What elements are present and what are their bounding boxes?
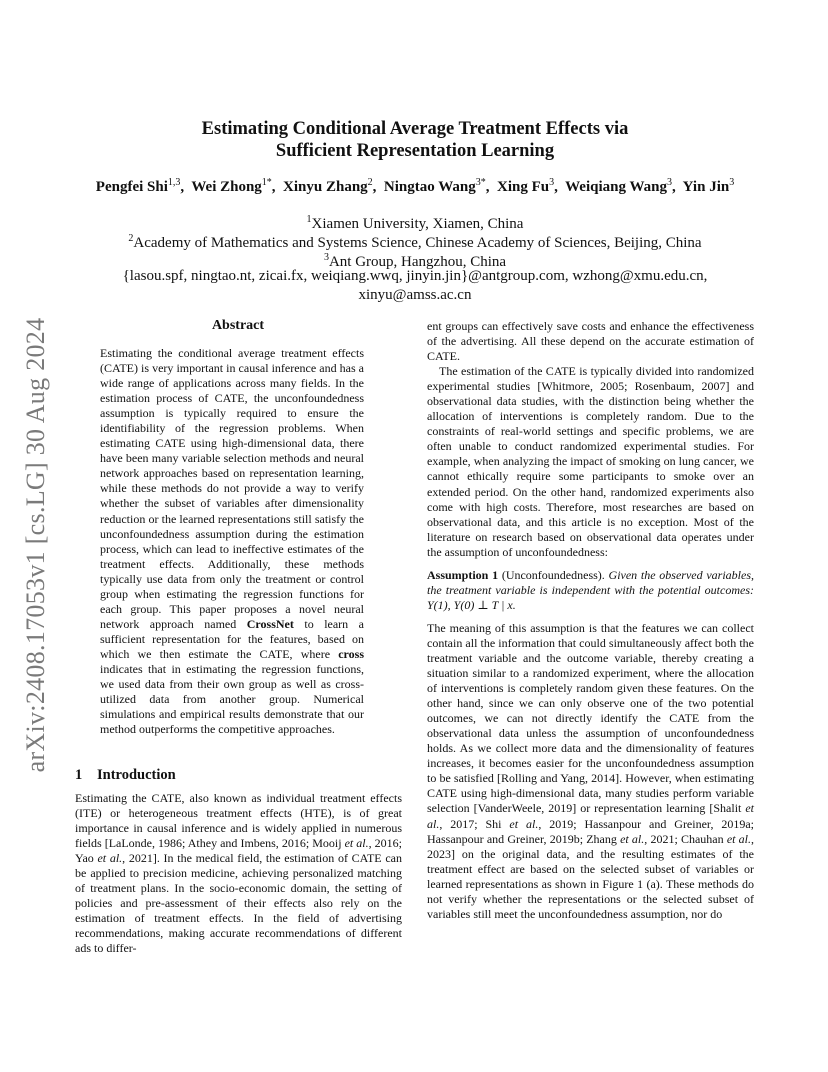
paragraph-text: , 2021; Chauhan	[644, 831, 727, 846]
author-sup: 2	[367, 177, 373, 188]
introduction-body	[75, 791, 402, 957]
author-sup: 1*	[261, 177, 272, 188]
citation-etal: et al.	[344, 836, 369, 851]
assumption-block	[427, 568, 754, 613]
paragraph	[427, 621, 754, 922]
author-emails	[70, 267, 760, 305]
assumption-formula: Y(1), Y(0) ⊥ T | x.	[427, 597, 516, 612]
author-name: Pengfei Shi	[95, 179, 168, 195]
paragraph: ent groups can effectively save costs and enhance the effectiveness of the advertising. All these depend on the accurate estimation of CATE.	[427, 319, 754, 364]
arxiv-stamp-text: arXiv:2408.17053v1 [cs.LG] 30 Aug 2024	[21, 317, 50, 773]
citation-etal: et al.	[620, 831, 645, 846]
paragraph-text: , 2016; Yao	[75, 836, 402, 866]
abstract-text: indicates that in estimating the regression functions, we used data from their own group as well as cross-utilized data from another group. Numerical simulations and empirical results demonstrate that our method outperforms the competitive approaches.	[100, 661, 364, 737]
section-title: Introduction	[97, 767, 176, 783]
paper-title	[100, 118, 730, 162]
citation-etal: et al.	[509, 816, 539, 831]
arxiv-stamp	[21, 317, 50, 773]
affiliation-text: Academy of Mathematics and Systems Science, Chinese Academy of Sciences, Beijing, China	[133, 235, 702, 251]
title-line-1: Estimating Conditional Average Treatment Effects via	[201, 119, 629, 139]
author-name: Wei Zhong	[191, 179, 262, 195]
author-name: Weiqiang Wang	[565, 179, 667, 195]
paragraph-text: The meaning of this assumption is that the features we can collect contain all the information that could simultaneously affect both the treatment variable and the outcome variable, thereby creating a situation similar to a randomized experiment, where the allocation of interventions is completely random given these features. On the other hand, since we can only observe one of the two potential outcomes, we can not directly identify the CATE from the observational data unless the assumption of unconfoundedness holds. As we collect more data and the dimensionality of features increases, it becomes easier for the unconfoundedness assumption to be satisfied [Rolling and Yang, 2014]. However, when estimating CATE using high-dimensional data, many studies perform variable selection [VanderWeele, 2019] or representation learning [Shalit	[427, 620, 754, 816]
author-name: Yin Jin	[682, 179, 730, 195]
paragraph-text: , 2019; Hassanpour and Greiner, 2019a; Hassanpour and Greiner, 2019b; Zhang	[427, 816, 755, 846]
affiliation-sup: 1	[306, 214, 312, 225]
section-heading-introduction	[75, 767, 176, 784]
paragraph-text: , 2021]. In the medical field, the estimation of CATE can be applied to precision medicine, achieving personalized matching of treatment plans. In the socio-economic domain, the setting of policies and pre-assessment of their effects also rely on the estimation of treatment effects. In the field of advertising recommendations, making accurate recommendations of different ads to differ-	[75, 851, 402, 956]
affiliation-sup: 2	[128, 233, 134, 244]
assumption-name: (Unconfoundedness).	[498, 567, 609, 582]
abstract-heading: Abstract	[211, 318, 265, 333]
emails-text: {lasou.spf, ningtao.nt, zicai.fx, weiqiang.wwq, jinyin.jin}@antgroup.com, wzhong@xmu.edu.cn, xinyu@amss.ac.cn	[122, 268, 708, 303]
citation-etal: et al.	[97, 851, 123, 866]
assumption-text: Given the observed variables, the treatment variable is independent with the potential outcomes:	[427, 567, 755, 597]
abstract-body	[100, 346, 364, 737]
affiliation-text: Xiamen University, Xiamen, China	[311, 216, 524, 232]
citation-etal: et al.	[726, 831, 752, 846]
right-column	[427, 319, 754, 922]
assumption-label: Assumption 1	[427, 567, 499, 582]
method-name: CrossNet	[246, 616, 294, 631]
title-line-2: Sufficient Representation Learning	[275, 141, 555, 161]
cross-term: cross	[338, 646, 364, 661]
paragraph-text: , 2017; Shi	[439, 816, 510, 831]
paragraph-text: Estimating the CATE, also known as individual treatment effects (ITE) or heterogeneous treatment effects (HTE), is of great importance in causal inference and is widely applied in numerous fields [LaLonde, 1986; Athey and Imbens, 2016; Mooij	[75, 791, 402, 851]
author-name: Xing Fu	[497, 179, 550, 195]
author-name: Xinyu Zhang	[283, 179, 368, 195]
paragraph: The estimation of the CATE is typically divided into randomized experimental studies [Whitmore, 2005; Rosenbaum, 2007] and observational data studies, with the distinction being whether the allocation of interventions is completely random. Due to the constraints of real-world settings and specific problems, we are often unable to conduct randomized experimental studies. For example, when analyzing the impact of smoking on lung cancer, we cannot ethically require some participants to smoke over an extended period. On the other hand, randomized experiments also come with high costs. Therefore, most researches are based on observational data, and this article is no exception. Most of the literature on research based on observational data operates under the assumption of unconfoundedness:	[427, 364, 754, 559]
author-sup: 3	[666, 177, 672, 188]
section-number: 1	[75, 767, 83, 783]
author-list: Pengfei Shi$^{1,3}$, Wei Zhong$^{1*}$, Xinyu Zhang$^2$, Ningtao Wang$^{3*}$, Xing Fu$^3$, Weiqiang Wang$^3$, Yin Jin$^3$	[95, 177, 735, 195]
abstract-text: to learn a sufficient representation for the features, based on which we then estimate the CATE, where	[100, 616, 364, 661]
author-sup: 3	[549, 177, 555, 188]
author-sup: 3	[729, 177, 735, 188]
affiliation-sup: 3	[323, 252, 329, 263]
citation-etal: et al.	[427, 801, 754, 831]
paragraph-text: , 2023] on the original data, and the resulting estimates of the treatment effect are based on the selected subset of variables or learned representations as shown in Figure 1 (a). These methods do not verify whether the representations or the selected subset of variables still meet the unconfoundedness assumption, nor do	[427, 831, 755, 921]
author-sup: 1,3	[167, 177, 181, 188]
author-sup: 3*	[475, 177, 486, 188]
abstract-text: Estimating the conditional average treatment effects (CATE) is very important in causal inference and has a wide range of applications across many fields. In the estimation process of CATE, the unconfoundedness assumption is typically required to ensure the identifiability of the regression problems. When estimating CATE using high-dimensional data, there have been many variable selection methods and neural network approaches based on representation learning, while these methods do not provide a way to verify whether the subset of variables after dimensionality reduction or the learned representations still satisfy the unconfoundedness assumption during the estimation process, which can lead to ineffective estimates of the treatment effects. Additionally, these methods typically use data from only the treatment or control group when estimating the regression functions for each group. This paper proposes a novel neural network approach named	[100, 346, 364, 631]
affiliation-text: Ant Group, Hangzhou, China	[328, 254, 507, 270]
author-name: Ningtao Wang	[383, 179, 476, 195]
